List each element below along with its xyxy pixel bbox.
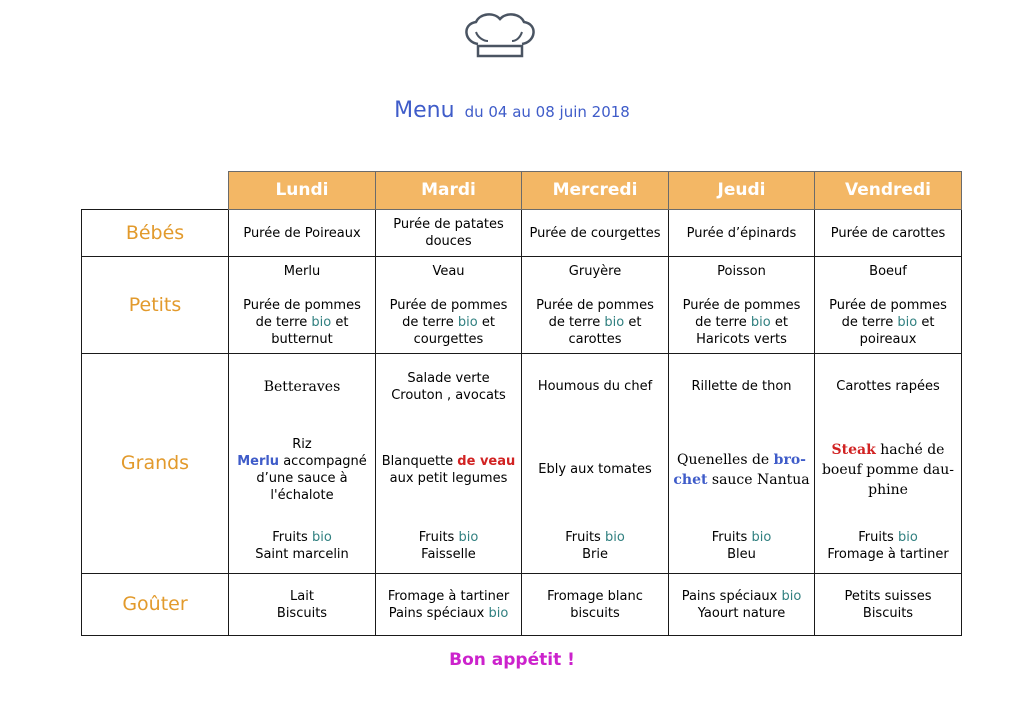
bon-appetit-footer: Bon appétit ! [449,650,575,670]
menu-title: Menu [394,98,455,123]
grands-plat-vendredi-l2: boeuf pomme dau- [821,461,955,478]
grands-plat-lundi-merlu: Merlu [237,453,280,469]
grands-plat-mardi-a: Blanquette [381,453,458,469]
bebes-lundi: Purée de Poireaux [229,210,376,257]
grands-plat-lundi-l3: d’une sauce à [256,470,348,486]
bio-label: bio [604,530,625,546]
grands-plat-vendredi-a: haché de [875,441,945,458]
grands-plat-mardi-red: de veau [457,453,516,469]
petits-lundi-l2a: de terre [255,314,312,330]
grands-dessert-vendredi-a: Fruits [858,530,898,546]
bio-label: bio [751,530,772,546]
petits-mercredi-l2b: et [624,314,642,330]
grands-plat-vendredi-red: Steak [831,441,876,458]
grands-entree-jeudi: Rillette de thon [669,354,815,420]
bio-label: bio [311,314,332,330]
grands-entree-mardi [376,354,522,420]
petits-lundi-l1: Purée de pommes [243,297,361,313]
gouter-vendredi-l2: Biscuits [862,605,914,621]
grands-dessert-mardi [376,520,522,574]
menu-date-range: du 04 au 08 juin 2018 [464,103,630,121]
petits-vendredi-l2b: et [917,314,935,330]
petits-mercredi-main: Gruyère [568,263,622,279]
gouter-mardi [376,574,522,636]
grands-dessert-mercredi [522,520,669,574]
bio-label: bio [457,314,478,330]
corner-blank [82,172,229,210]
grands-dessert-lundi-l2: Saint marcelin [255,547,349,563]
grands-dessert-mercredi-a: Fruits [565,530,605,546]
gouter-lundi-l2: Biscuits [276,605,328,621]
grands-entree-lundi-text: Betteraves [263,378,341,395]
grands-plat-lundi-l4: l'échalote [270,487,334,503]
bebes-mardi-line1: Purée de patates [393,217,504,232]
row-bebes [82,210,962,257]
grands-plat-vendredi [815,420,962,520]
bebes-jeudi: Purée d’épinards [669,210,815,257]
petits-mardi [376,257,522,354]
day-header-lundi: Lundi [229,172,376,210]
petits-jeudi-main: Poisson [717,263,766,279]
grands-plat-jeudi-a: Quenelles de [677,451,774,468]
grands-dessert-mardi-l2: Faisselle [421,547,476,563]
grands-dessert-mardi-a: Fruits [418,530,459,546]
gouter-jeudi-l1a: Pains spéciaux [681,588,782,604]
petits-mardi-l2b: et [477,314,495,330]
petits-jeudi-l1: Purée de pommes [682,297,801,313]
petits-mercredi-l3: carottes [568,331,622,347]
grands-entree-lundi [229,354,376,420]
petits-vendredi-main: Boeuf [869,263,907,279]
gouter-mercredi-l1: Fromage blanc [547,588,643,604]
grands-plat-mardi-l2: aux petit legumes [389,470,508,486]
petits-jeudi-l2a: de terre [695,314,751,330]
grands-dessert-vendredi-l2: Fromage à tartiner [827,547,949,563]
row-gouter [82,574,962,636]
grands-entree-mardi-l2: Crouton , avocats [391,387,506,403]
petits-lundi [229,257,376,354]
gouter-mardi-l2a: Pains spéciaux [388,605,489,621]
petits-vendredi-l2a: de terre [841,314,898,330]
grands-plat-vendredi-l3: phine [868,481,908,498]
petits-jeudi [669,257,815,354]
grands-dessert-lundi-a: Fruits [272,530,312,546]
petits-vendredi [815,257,962,354]
grands-dessert-vendredi [815,520,962,574]
day-header-row [82,172,962,210]
page-title [0,98,1024,123]
petits-lundi-l3: butternut [271,331,333,347]
grands-plat-mardi [376,420,522,520]
bebes-mercredi: Purée de courgettes [522,210,669,257]
petits-mardi-l1: Purée de pommes [389,297,508,313]
bebes-mardi [376,210,522,257]
petits-mardi-l3: courgettes [413,331,484,347]
bebes-mardi-line2: douces [425,234,472,249]
bio-label: bio [897,530,918,546]
gouter-jeudi-l2: Yaourt nature [697,605,786,621]
petits-vendredi-l1: Purée de pommes [829,297,947,313]
gouter-mercredi [522,574,669,636]
chef-hat-icon [460,10,540,66]
row-petits [82,257,962,354]
bio-label: bio [311,530,332,546]
category-petits: Petits [82,257,229,354]
gouter-lundi [229,574,376,636]
petits-jeudi-l2b: et [770,314,788,330]
grands-plat-mercredi: Ebly aux tomates [522,420,669,520]
bio-label: bio [781,588,802,604]
grands-plat-jeudi-b: sauce Nantua [707,471,810,488]
grands-plat-lundi-l2b: accompagné [279,453,367,469]
grands-dessert-jeudi [669,520,815,574]
day-header-mardi: Mardi [376,172,522,210]
bio-label: bio [604,314,625,330]
category-grands: Grands [82,354,229,574]
bio-label: bio [458,530,479,546]
grands-dessert-lundi [229,520,376,574]
day-header-vendredi: Vendredi [815,172,962,210]
bio-label: bio [897,314,918,330]
grands-plat-lundi [229,420,376,520]
menu-table [81,171,962,636]
grands-plat-jeudi-blue2: chet [673,471,708,488]
day-header-jeudi: Jeudi [669,172,815,210]
petits-jeudi-l3: Haricots verts [696,331,787,347]
petits-mercredi-l2a: de terre [548,314,605,330]
petits-vendredi-l3: poireaux [859,331,917,347]
grands-dessert-jeudi-a: Fruits [711,530,752,546]
bebes-vendredi: Purée de carottes [815,210,962,257]
petits-lundi-main: Merlu [283,263,321,279]
gouter-jeudi [669,574,815,636]
grands-entree-vendredi: Carottes rapées [815,354,962,420]
petits-lundi-l2b: et [331,314,349,330]
grands-plat-lundi-l1: Riz [292,436,312,452]
gouter-lundi-l1: Lait [290,588,314,604]
gouter-mercredi-l2: biscuits [570,605,620,621]
petits-mercredi-l1: Purée de pommes [536,297,654,313]
grands-dessert-jeudi-l2: Bleu [727,547,756,563]
bio-label: bio [488,605,509,621]
grands-dessert-mercredi-l2: Brie [582,547,608,563]
day-header-mercredi: Mercredi [522,172,669,210]
bio-label: bio [750,314,771,330]
gouter-vendredi [815,574,962,636]
category-gouter: Goûter [82,574,229,636]
gouter-mardi-l1: Fromage à tartiner [387,588,510,604]
category-bebes: Bébés [82,210,229,257]
gouter-vendredi-l1: Petits suisses [844,588,932,604]
petits-mardi-l2a: de terre [402,314,458,330]
row-grands-entrees [82,354,962,420]
grands-plat-jeudi-blue1: bro- [773,451,806,468]
grands-entree-mercredi: Houmous du chef [522,354,669,420]
grands-plat-jeudi [669,420,815,520]
petits-mardi-main: Veau [432,263,465,279]
grands-entree-mardi-l1: Salade verte [407,370,490,386]
petits-mercredi [522,257,669,354]
